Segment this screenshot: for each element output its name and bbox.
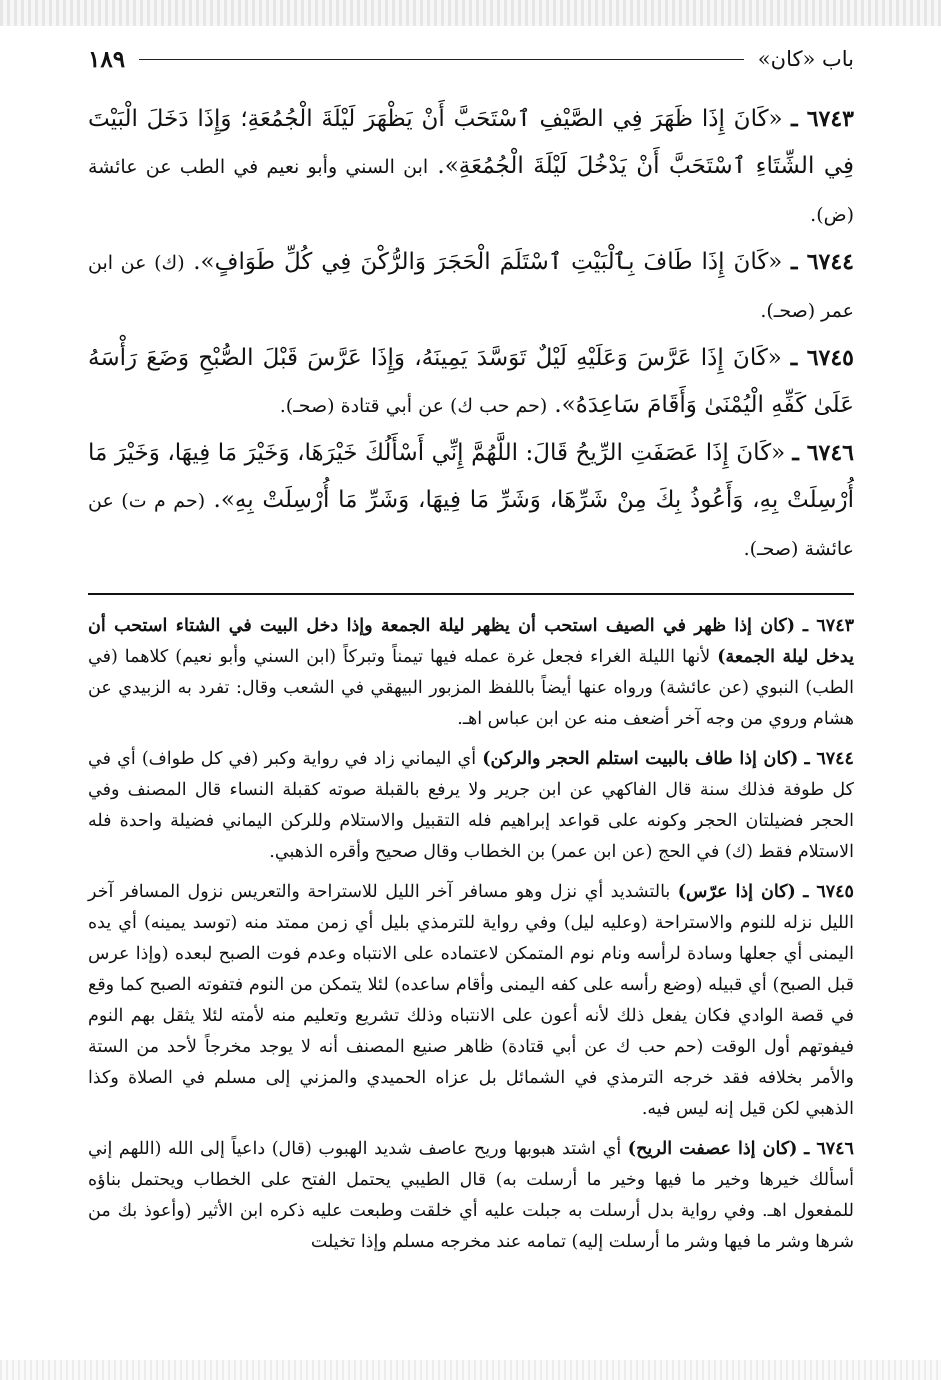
- hadith-number: ٦٧٤٥ ـ: [790, 345, 854, 371]
- hadith-text: «كَانَ إِذَا عَرَّسَ وَعَلَيْهِ لَيْلٌ تَوَسَّدَ يَمِينَهُ، وَإِذَا عَرَّسَ قَبْلَ الصُّبْحِ وَضَعَ رَأْسَهُ عَلَىٰ كَفِّهِ الْيُمْنَىٰ وَأَقَامَ سَاعِدَهُ».: [88, 345, 854, 418]
- scan-edge-top: [0, 0, 941, 26]
- header-rule: [139, 59, 744, 60]
- section-divider: [88, 593, 854, 595]
- hadith-text: «كَانَ إِذَا ظَهَرَ فِي الصَّيْفِ ٱسْتَحَبَّ أَنْ يَظْهَرَ لَيْلَةَ الْجُمُعَةِ؛ وَإِذَا دَخَلَ الْبَيْتَ فِي الشِّتَاءِ ٱسْتَحَبَّ أَنْ يَدْخُلَ لَيْلَةَ الْجُمُعَةِ».: [88, 106, 854, 179]
- commentary-entry: [88, 744, 854, 868]
- hadith-source: ابن السني وأبو نعيم في الطب عن عائشة (ض).: [88, 156, 854, 226]
- hadith-number: ٦٧٤٣ ـ: [791, 106, 854, 132]
- commentary-section: [88, 611, 854, 1258]
- commentary-lemma: (كان إذا ظهر في الصيف استحب أن يظهر ليلة الجمعة وإذا دخل البيت في الشتاء استحب أن يدخل ليلة الجمعة): [88, 616, 854, 667]
- hadith-entry: [88, 239, 854, 335]
- chapter-title: باب «كان»: [757, 47, 854, 71]
- book-page: [88, 40, 854, 1267]
- commentary-lemma: (كان إذا طاف بالبيت استلم الحجر والركن): [482, 749, 799, 769]
- commentary-entry: [88, 1134, 854, 1258]
- hadith-number: ٦٧٤٦ ـ: [792, 440, 854, 466]
- commentary-lemma: (كان إذا عرّس): [677, 882, 796, 902]
- commentary-number: ٦٧٤٣ ـ: [802, 616, 854, 636]
- hadith-text: «كَانَ إِذَا عَصَفَتِ الرِّيحُ قَالَ: اللَّهُمَّ إِنِّي أَسْأَلُكَ خَيْرَهَا، وَخَيْرَ مَا فِيهَا، وَخَيْرَ مَا أُرْسِلَتْ بِهِ، وَأَعُوذُ بِكَ مِنْ شَرِّهَا، وَشَرِّ مَا فِيهَا، وَشَرِّ مَا أُرْسِلَتْ بِهِ».: [88, 440, 854, 513]
- commentary-text: بالتشديد أي نزل وهو مسافر آخر الليل للاستراحة والتعريس نزول المسافر آخر الليل نزله للنوم والاستراحة (وعليه ليل) وفي رواية للترمذي بليل أي زمن ممتد منه (توسد يمينه) أي يده اليمنى أي جعلها وسادة لرأسه ونام نوم المتمكن لاعتماده على الانتباه وعدم فوت الصبح لبعده (وإذا عرس قبل الصبح) أي قبيله (وضع رأسه على كفه اليمنى وأقام ساعده) لئلا يتمكن من النوم فتفوته الصبح كما وقع في قصة الوادي فكان يفعل ذلك لأنه أعون على الانتباه وذلك تشريع وتعليم منه لأمته لئلا يثقل بهم النوم فيفوتهم أول الوقت (حم حب ك عن أبي قتادة) ظاهر صنيع المصنف أنه لا يوجد مخرجاً لأحد من الستة والأمر بخلافه فقد خرجه الترمذي في الشمائل بل عزاه الحميدي والمزني إلى مسلم في الصلاة وكذا الذهبي لكن قيل إنه ليس فيه.: [88, 882, 854, 1119]
- commentary-lemma: (كان إذا عصفت الريح): [627, 1139, 798, 1159]
- hadith-entry: [88, 430, 854, 573]
- hadith-text: «كَانَ إِذَا طَافَ بِٱلْبَيْتِ ٱسْتَلَمَ الْحَجَرَ وَالرُّكْنَ فِي كُلِّ طَوَافٍ».: [193, 249, 783, 275]
- hadith-entry: [88, 335, 854, 430]
- hadith-source: (ك) عن ابن عمر (صحـ).: [88, 252, 854, 322]
- page-number: ١٨٩: [88, 45, 126, 73]
- commentary-number: ٦٧٤٦ ـ: [804, 1139, 854, 1159]
- commentary-entry: [88, 877, 854, 1125]
- commentary-entry: [88, 611, 854, 735]
- commentary-text: لأنها الليلة الغراء فجعل غرة عمله فيها تيمناً وتبركاً (ابن السني وأبو نعيم) كلاهما (في الطب) النبوي (عن عائشة) ورواه عنها أيضاً باللفظ المزبور البيهقي في الشعب وقال: تفرد به الزبيدي عن هشام وروي من وجه آخر أضعف منه عن ابن عباس اهـ.: [88, 647, 854, 729]
- hadith-number: ٦٧٤٤ ـ: [791, 249, 854, 275]
- scan-edge-bottom: [0, 1360, 941, 1380]
- running-header: [88, 40, 854, 78]
- commentary-text: أي اليماني زاد في رواية وكبر (في كل طواف) أي في كل طوفة فذلك سنة قال الفاكهي عن ابن جرير ولا يرفع بالقبلة صوته كقبلة النساء قال المصنف وفي الحجر فضيلتان الحجر وكونه على قواعد إبراهيم فله التقبيل والاستلام وللركن اليماني فضيلة واحدة فله الاستلام فقط (ك) في الحج (عن ابن عمر) بن الخطاب وقال صحيح وأقره الذهبي.: [88, 749, 854, 862]
- hadith-entry: [88, 96, 854, 239]
- hadith-source: (حم حب ك) عن أبي قتادة (صحـ).: [279, 395, 548, 417]
- hadith-source: (حم م ت) عن عائشة (صحـ).: [88, 490, 854, 560]
- commentary-number: ٦٧٤٤ ـ: [804, 749, 854, 769]
- commentary-text: أي اشتد هبوبها وريح عاصف شديد الهبوب (قال) داعياً إلى الله (اللهم إني أسألك خيرها وخير ما فيها وخير ما أرسلت به) قال الطيبي يحتمل الفتح على الخطاب ويحتمل بناؤه للمفعول اهـ. وفي رواية بدل أرسلت به جبلت عليه أي خلقت وطبعت عليه ذكره ابن الأثير (وأعوذ بك من شرها وشر ما فيها وشر ما أرسلت إليه) تمامه عند مخرجه مسلم وإذا تخيلت: [88, 1139, 854, 1252]
- commentary-number: ٦٧٤٥ ـ: [803, 882, 854, 902]
- hadith-text-section: [88, 96, 854, 573]
